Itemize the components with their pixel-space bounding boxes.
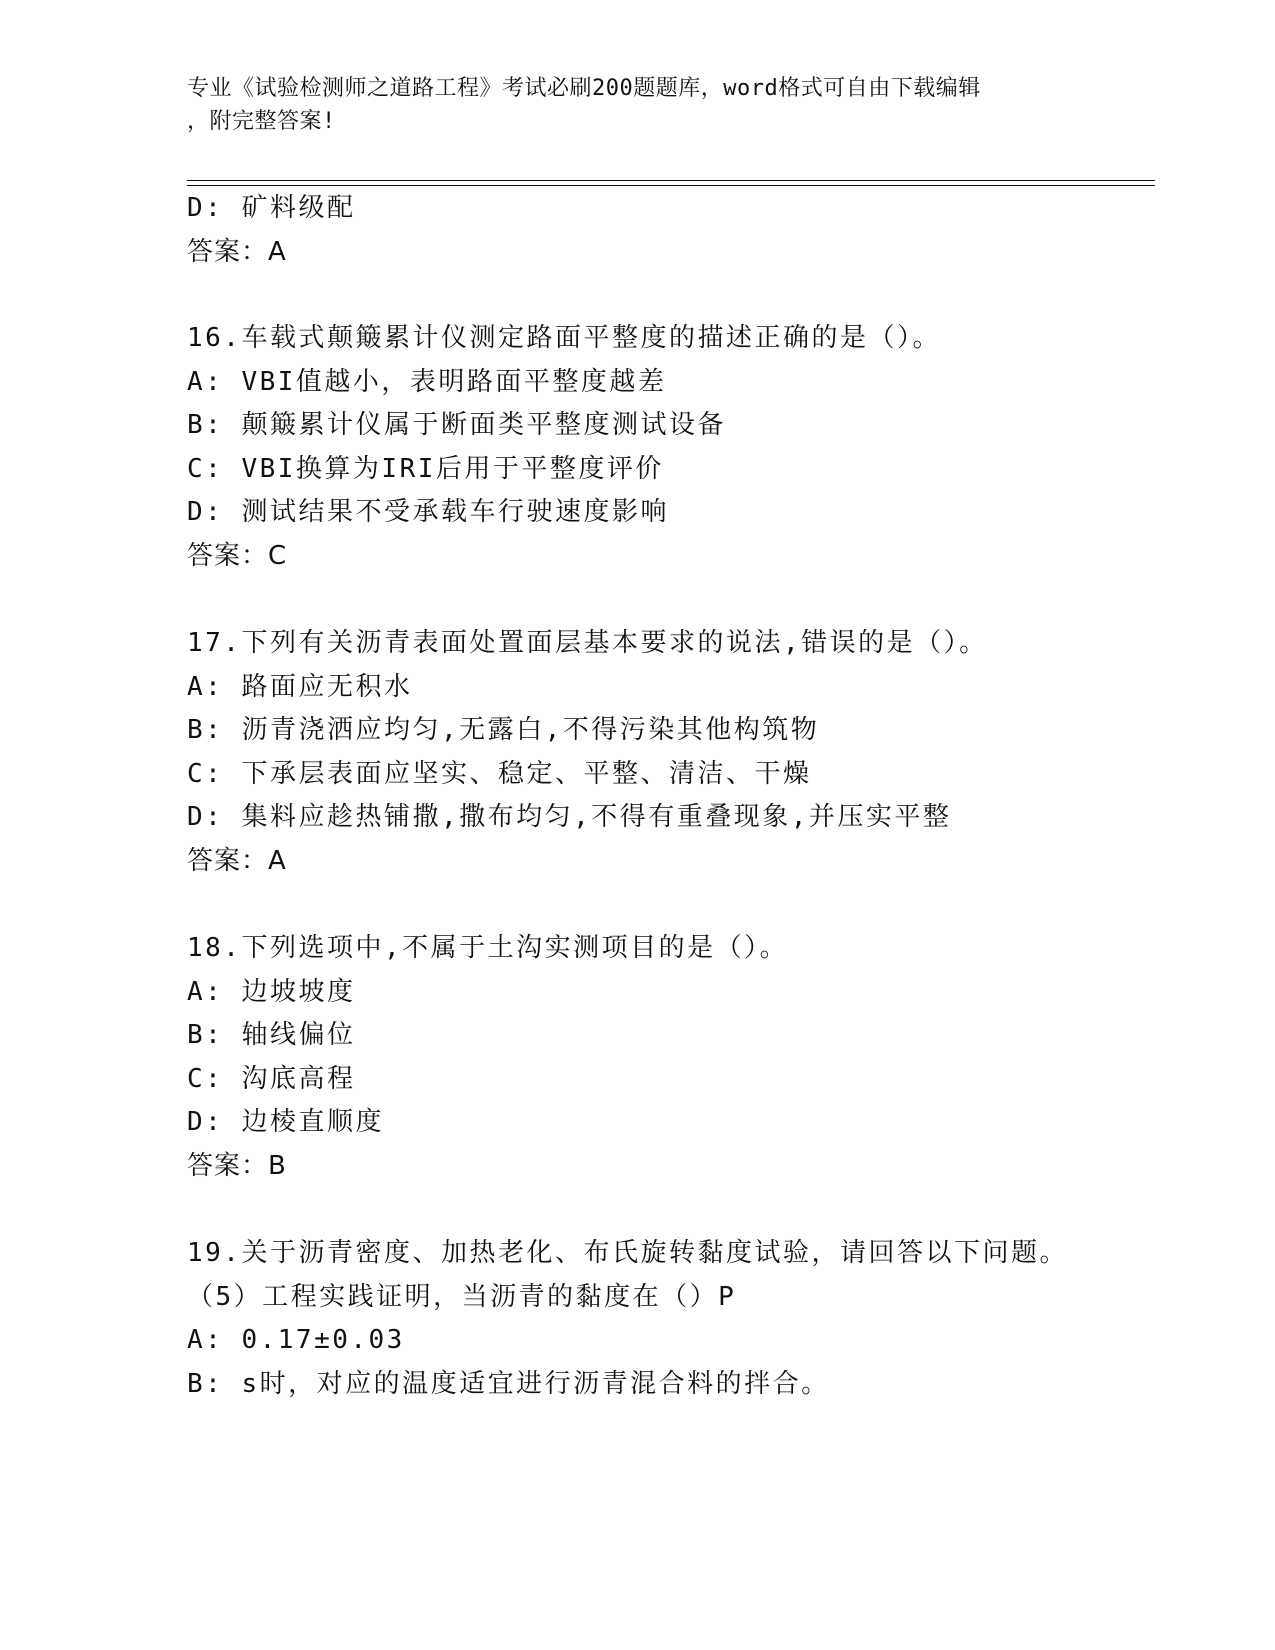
q17-stem: 17.下列有关沥青表面处置面层基本要求的说法,错误的是（）。 [187, 628, 988, 658]
q18-option-b: B: 轴线偏位 [187, 1020, 356, 1050]
q19-stem-continued: （5）工程实践证明，当沥青的黏度在（）P [187, 1282, 737, 1312]
q16-option-c: C: VBI换算为IRI后用于平整度评价 [187, 454, 664, 484]
q15-answer [187, 237, 287, 267]
answer-label: 答案： [187, 541, 269, 571]
q18-stem: 18.下列选项中,不属于土沟实测项目的是（）。 [187, 933, 789, 963]
header-divider-bottom [187, 185, 1155, 186]
answer-value: A [268, 846, 287, 876]
answer-label: 答案： [187, 237, 269, 267]
header-line-2: ，附完整答案! [187, 109, 336, 134]
q16-option-d: D: 测试结果不受承载车行驶速度影响 [187, 497, 669, 527]
q18-option-c: C: 沟底高程 [187, 1064, 356, 1094]
answer-value: B [268, 1151, 287, 1181]
q17-option-c: C: 下承层表面应坚实、稳定、平整、清洁、干燥 [187, 759, 812, 789]
header-divider-top [187, 180, 1155, 181]
document-header [187, 72, 1087, 138]
q17-option-d: D: 集料应趁热铺撒,撒布均匀,不得有重叠现象,并压实平整 [187, 802, 952, 832]
q16-option-a: A: VBI值越小，表明路面平整度越差 [187, 367, 667, 397]
q17-option-a: A: 路面应无积水 [187, 672, 413, 702]
answer-label: 答案： [187, 1151, 269, 1181]
q19-option-a: A: 0.17±0.03 [187, 1325, 405, 1355]
q19-option-b: B: s时，对应的温度适宜进行沥青混合料的拌合。 [187, 1369, 830, 1399]
q18-answer [187, 1151, 287, 1181]
q15-option-d: D: 矿料级配 [187, 193, 356, 223]
q16-stem: 16.车载式颠簸累计仪测定路面平整度的描述正确的是（）。 [187, 323, 941, 353]
q18-option-a: A: 边坡坡度 [187, 977, 356, 1007]
answer-value: A [268, 237, 287, 267]
q16-answer [187, 541, 287, 571]
answer-label: 答案： [187, 846, 269, 876]
answer-value: C [268, 541, 288, 571]
q16-option-b: B: 颠簸累计仪属于断面类平整度测试设备 [187, 410, 726, 440]
q17-answer [187, 846, 287, 876]
header-line-1: 专业《试验检测师之道路工程》考试必刷200题题库，word格式可自由下载编辑 [187, 76, 981, 101]
q19-stem: 19.关于沥青密度、加热老化、布氏旋转黏度试验，请回答以下问题。 [187, 1238, 1068, 1268]
q18-option-d: D: 边棱直顺度 [187, 1107, 384, 1137]
q17-option-b: B: 沥青浇洒应均匀,无露白,不得污染其他构筑物 [187, 715, 820, 745]
